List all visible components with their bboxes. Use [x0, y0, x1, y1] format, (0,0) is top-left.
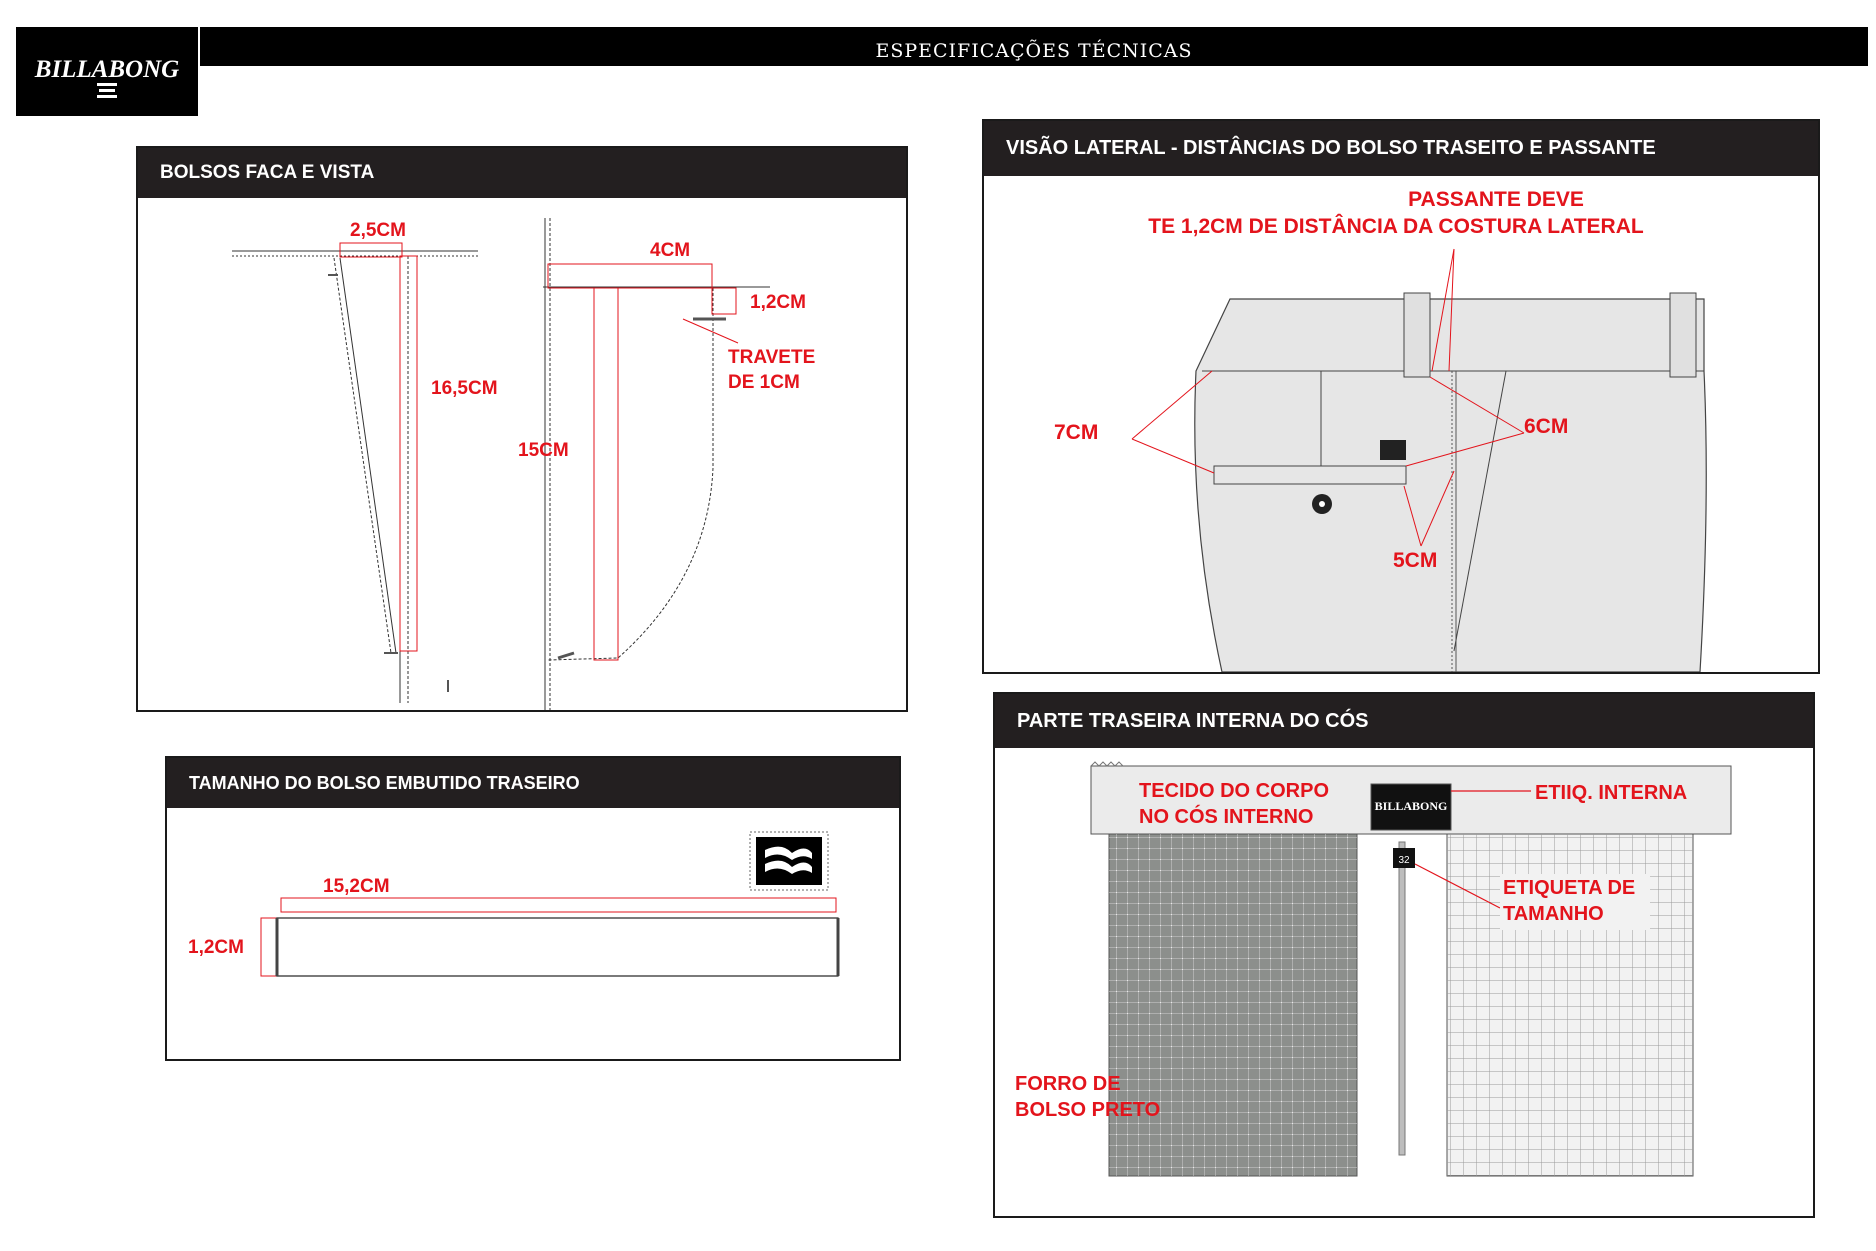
forro-label-2: BOLSO PRETO: [1015, 1099, 1161, 1121]
lateral-drawing: [984, 121, 1818, 672]
bolsos-drawing: [138, 148, 906, 710]
trouser-body: [1195, 299, 1706, 672]
panel-embutido: [165, 756, 901, 1061]
size-tag-strip: [1399, 842, 1405, 1155]
wave-icon: [97, 83, 117, 98]
panel-lateral: [982, 119, 1820, 674]
travete-label-1: TRAVETE: [728, 347, 816, 368]
panel-interna-title: PARTE TRASEIRA INTERNA DO CÓS: [995, 694, 1813, 748]
travete-leader: [683, 319, 738, 343]
tecido-label-1: TECIDO DO CORPO: [1139, 780, 1330, 802]
panel-embutido-title: TAMANHO DO BOLSO EMBUTIDO TRASEIRO: [167, 758, 899, 808]
inner-label-brand: BILLABONG: [1374, 799, 1448, 813]
dim-small: 1,2CM: [750, 292, 806, 313]
etiq-interna-label: ETIIQ. INTERNA: [1535, 782, 1688, 804]
note-line-2: TE 1,2CM DE DISTÂNCIA DA COSTURA LATERAL: [1148, 215, 1644, 238]
note-line-1: PASSANTE DEVE: [1408, 188, 1584, 211]
pocket-outline: [277, 918, 838, 976]
interna-drawing: [995, 694, 1813, 1216]
panel-lateral-title: VISÃO LATERAL - DISTÂNCIAS DO BOLSO TRASEITO E PASSANTE: [984, 121, 1818, 176]
dim-height-left: 16,5CM: [431, 378, 498, 399]
logo-tag-icon: [1380, 440, 1406, 460]
dim-5: 5CM: [1393, 549, 1438, 572]
etiq-tamanho-label-1: ETIQUETA DE: [1503, 877, 1636, 899]
etiq-tamanho-label-2: TAMANHO: [1503, 903, 1604, 925]
brand-logo-text: BILLABONG: [34, 56, 180, 83]
belt-loop-2: [1670, 293, 1696, 377]
dim-6: 6CM: [1524, 415, 1569, 438]
dim-height-right: 15CM: [518, 440, 569, 461]
size-tag-text: 32: [1398, 855, 1410, 866]
panel-bolsos-title: BOLSOS FACA E VISTA: [138, 148, 906, 198]
dim-height: 1,2CM: [188, 937, 244, 958]
belt-loop-1: [1404, 293, 1430, 377]
welt-pocket: [1214, 466, 1406, 484]
embutido-drawing: [167, 758, 899, 1059]
dim-7: 7CM: [1054, 421, 1099, 444]
panel-bolsos: [136, 146, 908, 712]
brand-logo: [16, 27, 198, 116]
tecido-label-2: NO CÓS INTERNO: [1139, 806, 1314, 828]
wave-logo-icon: [750, 832, 828, 890]
travete-label-2: DE 1CM: [728, 372, 800, 393]
dim-width: 15,2CM: [323, 876, 390, 897]
dim-top-left: 2,5CM: [350, 220, 406, 241]
forro-label-1: FORRO DE: [1015, 1073, 1121, 1095]
panel-interna: [993, 692, 1815, 1218]
page-title: ESPECIFICAÇÕES TÉCNICAS: [200, 27, 1868, 66]
dim-top-right: 4CM: [650, 240, 691, 261]
